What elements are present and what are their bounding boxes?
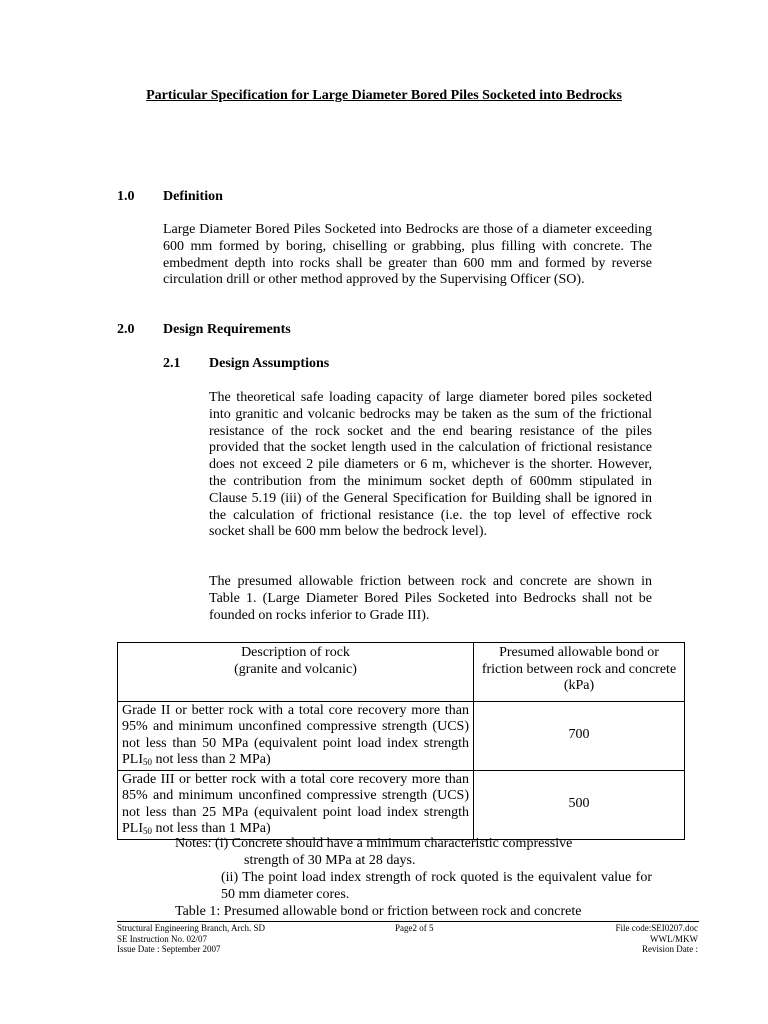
footer-issue-date: Issue Date : September 2007: [117, 944, 221, 954]
rock-description-cell: Grade III or better rock with a total core recovery more than 85% and minimum unconfined compressive strength (UCS) not less than 25 MPa (equivalent point load index strength $PLI_{50}$ not less than 1 MPa): [118, 770, 474, 839]
table-header-row: [118, 643, 685, 702]
footer-left: [117, 923, 265, 955]
design-assumptions-paragraph: The theoretical safe loading capacity of large diameter bored piles socketed into granitic and volcanic bedrocks may be taken as the sum of the frictional resistance of the rock socket and the end bearing resistance of the piles provided that the socket length used in the calculation of frictional resistance does not exceed 2 pile diameters or 6 m, whichever is the shorter. However, the contribution from the minimum socket depth of 600mm stipulated in Clause 5.19 (iii) of the General Specification for Building shall be ignored in the calculation of frictional resistance (i.e. the top level of effective rock socket shall be 600 mm below the bedrock level).: [209, 390, 652, 540]
footer-file-code: File code:SEI0207.doc: [615, 923, 698, 933]
table-caption: Table 1: Presumed allowable bond or friction between rock and concrete: [175, 904, 582, 919]
definition-paragraph: Large Diameter Bored Piles Socketed into Bedrocks are those of a diameter exceeding 600 mm formed by boring, chiselling or grabbing, plus filling with concrete. The embedment depth into rocks shall be greater than 600 mm and formed by reverse circulation drill or other method approved by the Supervising Officer (SO).: [163, 222, 652, 288]
footer-right: [590, 923, 698, 955]
footer-instruction-no: SE Instruction No. 02/07: [117, 933, 207, 944]
column-header-friction: Presumed allowable bond or friction between rock and concrete (kPa): [474, 643, 685, 702]
section-heading-design-requirements: Design Requirements: [163, 322, 291, 337]
note-1-line-1: Notes: (i) Concrete should have a minimum characteristic compressive: [175, 836, 573, 851]
column-header-description-line2: (granite and volcanic): [234, 661, 357, 677]
friction-value-cell: 700: [474, 701, 685, 770]
column-header-description-line1: Description of rock: [241, 645, 350, 660]
table-row: [118, 770, 685, 839]
note-1-line-2: strength of 30 MPa at 28 days.: [244, 853, 416, 868]
table-row: [118, 701, 685, 770]
section-number-2: 2.0: [117, 322, 135, 337]
subsection-number-2-1: 2.1: [163, 356, 181, 371]
rock-description-cell: Grade II or better rock with a total core recovery more than 95% and minimum unconfined compressive strength (UCS) not less than 50 MPa (equivalent point load index strength $PLI_{50}$ not less than 2 MPa): [118, 701, 474, 770]
section-number-1: 1.0: [117, 189, 135, 204]
footer-divider: [117, 921, 699, 922]
note-2: (ii) The point load index strength of rock quoted is the equivalent value for 50 mm diameter cores.: [221, 870, 652, 902]
footer-page-number: Page2 of 5: [395, 923, 434, 933]
column-header-description: [118, 643, 474, 702]
friction-value-cell: 500: [474, 770, 685, 839]
footer-initials: WWL/MKW: [650, 933, 698, 944]
footer-revision-date: Revision Date :: [642, 944, 698, 954]
rock-friction-table: [117, 642, 685, 840]
section-heading-definition: Definition: [163, 189, 223, 204]
friction-paragraph: The presumed allowable friction between rock and concrete are shown in Table 1. (Large Diameter Bored Piles Socketed into Bedrocks shall not be founded on rocks inferior to Grade III).: [209, 574, 652, 623]
footer-branch: Structural Engineering Branch, Arch. SD: [117, 923, 265, 933]
subsection-heading-design-assumptions: Design Assumptions: [209, 356, 330, 371]
document-title: Particular Specification for Large Diameter Bored Piles Socketed into Bedrocks: [146, 88, 622, 103]
